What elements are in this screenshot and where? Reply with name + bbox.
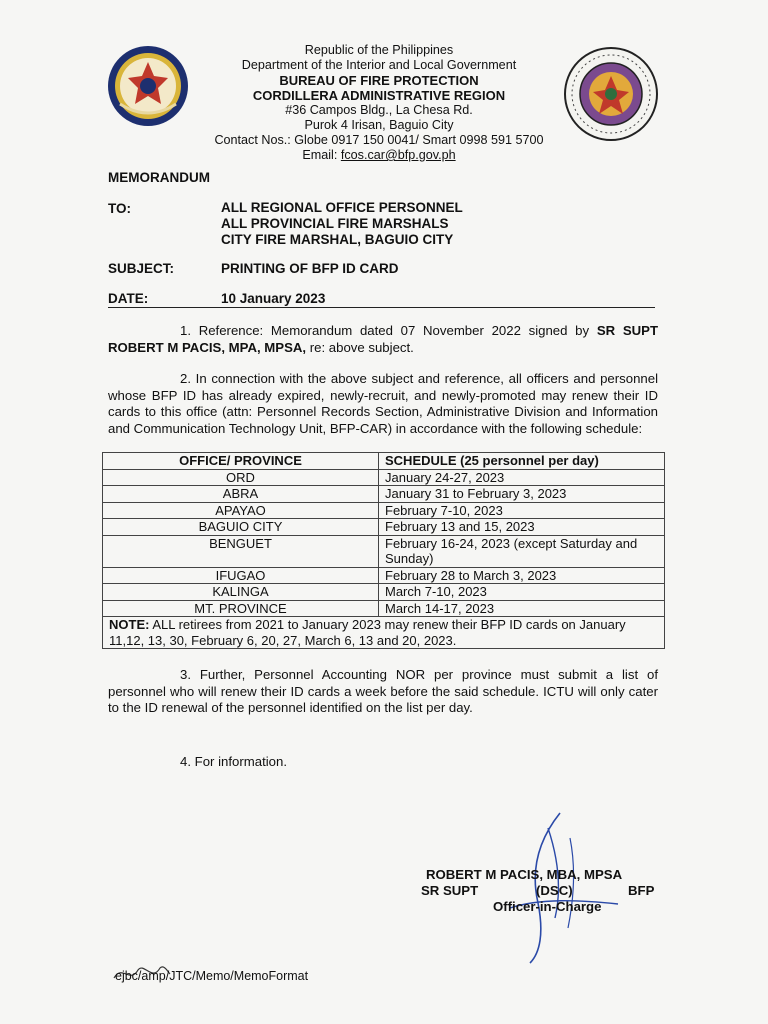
- table-note-row: [103, 617, 665, 649]
- subject-value: PRINTING OF BFP ID CARD: [221, 261, 399, 276]
- email-label: Email:: [302, 148, 341, 162]
- email-link[interactable]: fcos.car@bfp.gov.ph: [340, 148, 456, 162]
- p4-text: 4. For information.: [180, 754, 288, 769]
- note-text: ALL retirees from 2021 to January 2023 may renew their BFP ID cards on January 11,12, 13, 30, February 6, 20, 27, March 6, 13 and 20, 2023.: [109, 617, 626, 648]
- table-row: [103, 502, 665, 519]
- date-label: DATE:: [108, 291, 149, 306]
- schedule-cell: February 13 and 15, 2023: [379, 519, 665, 536]
- letterhead-bureau: BUREAU OF FIRE PROTECTION: [279, 73, 479, 88]
- signatory-unit: (DSC): [536, 883, 573, 898]
- to-recipient: ALL REGIONAL OFFICE PERSONNEL: [221, 200, 463, 215]
- schedule-cell: January 31 to February 3, 2023: [379, 486, 665, 503]
- subject-label: SUBJECT:: [108, 261, 175, 276]
- col-office-header: OFFICE/ PROVINCE: [103, 453, 379, 470]
- signatory-rank: SR SUPT: [421, 883, 479, 898]
- table-row: [103, 535, 665, 567]
- schedule-cell: March 14-17, 2023: [379, 600, 665, 617]
- letterhead-department: Department of the Interior and Local Government: [241, 58, 517, 72]
- paragraph-3: [108, 667, 658, 717]
- to-recipients: [221, 200, 463, 248]
- schedule-cell: February 16-24, 2023 (except Saturday and Sunday): [379, 535, 665, 567]
- table-note: [103, 617, 665, 649]
- letterhead-email-line: [190, 148, 568, 163]
- date-value: 10 January 2023: [221, 291, 326, 306]
- table-row: [103, 584, 665, 601]
- table-row: [103, 469, 665, 486]
- schedule-cell: March 7-10, 2023: [379, 584, 665, 601]
- paragraph-4: [108, 754, 658, 771]
- footer-reference: ejbc/amp/JTC/Memo/MemoFormat: [115, 969, 309, 983]
- table-row: [103, 519, 665, 536]
- signatory-agency: BFP: [628, 883, 655, 898]
- to-label: TO:: [108, 201, 131, 216]
- office-cell: MT. PROVINCE: [103, 600, 379, 617]
- office-cell: APAYAO: [103, 502, 379, 519]
- signatory-name: ROBERT M PACIS, MBA, MPSA: [426, 867, 623, 882]
- to-recipient: ALL PROVINCIAL FIRE MARSHALS: [221, 216, 449, 231]
- table-row: [103, 567, 665, 584]
- signatory-title: Officer-in-Charge: [493, 899, 602, 914]
- letterhead-address-1: #36 Campos Bldg., La Chesa Rd.: [285, 103, 473, 117]
- p1-text: 1. Reference: Memorandum dated 07 November 2022 signed by: [180, 323, 597, 338]
- office-cell: IFUGAO: [103, 567, 379, 584]
- bfp-car-seal-right: [563, 46, 659, 142]
- table-header-row: [103, 453, 665, 470]
- letterhead-contact: Contact Nos.: Globe 0917 150 0041/ Smart 0998 591 5700: [214, 133, 544, 147]
- bfp-seal-left: [106, 44, 190, 128]
- col-schedule-header: SCHEDULE (25 personnel per day): [379, 453, 665, 470]
- schedule-table: [102, 452, 665, 649]
- schedule-cell: February 7-10, 2023: [379, 502, 665, 519]
- paragraph-1: [108, 323, 658, 356]
- office-cell: BENGUET: [103, 535, 379, 567]
- table-row: [103, 600, 665, 617]
- letterhead-region: CORDILLERA ADMINISTRATIVE REGION: [252, 88, 506, 103]
- p2-text: 2. In connection with the above subject and reference, all officers and personnel whose BFP ID has already expired, newly-recruit, and newly-promoted may renew their ID cards to this office (attn: Personnel Records Section, Administrative Division and Information and Communication Technology Unit, BFP-CAR) in accordance with the following schedule:: [108, 371, 658, 436]
- office-cell: BAGUIO CITY: [103, 519, 379, 536]
- office-cell: ABRA: [103, 486, 379, 503]
- letterhead-address-2: Purok 4 Irisan, Baguio City: [304, 118, 454, 132]
- p1-end: re: above subject.: [306, 339, 414, 355]
- office-cell: ORD: [103, 469, 379, 486]
- memo-heading: MEMORANDUM: [108, 170, 210, 185]
- header-divider: [108, 307, 655, 308]
- letterhead: [190, 43, 568, 163]
- to-recipient: CITY FIRE MARSHAL, BAGUIO CITY: [221, 232, 454, 247]
- schedule-cell: February 28 to March 3, 2023: [379, 567, 665, 584]
- schedule-cell: January 24-27, 2023: [379, 469, 665, 486]
- paragraph-2: [108, 371, 658, 437]
- letterhead-republic: Republic of the Philippines: [304, 43, 454, 57]
- table-row: [103, 486, 665, 503]
- p3-text: 3. Further, Personnel Accounting NOR per province must submit a list of personnel who will renew their ID cards a week before the said schedule. ICTU will only cater to the ID renewal of the personnel identified on the list per day.: [108, 667, 658, 715]
- office-cell: KALINGA: [103, 584, 379, 601]
- note-label: NOTE:: [109, 617, 150, 632]
- p1-signatory: SR SUPT ROBERT M PACIS, MPA, MPSA,: [108, 323, 659, 355]
